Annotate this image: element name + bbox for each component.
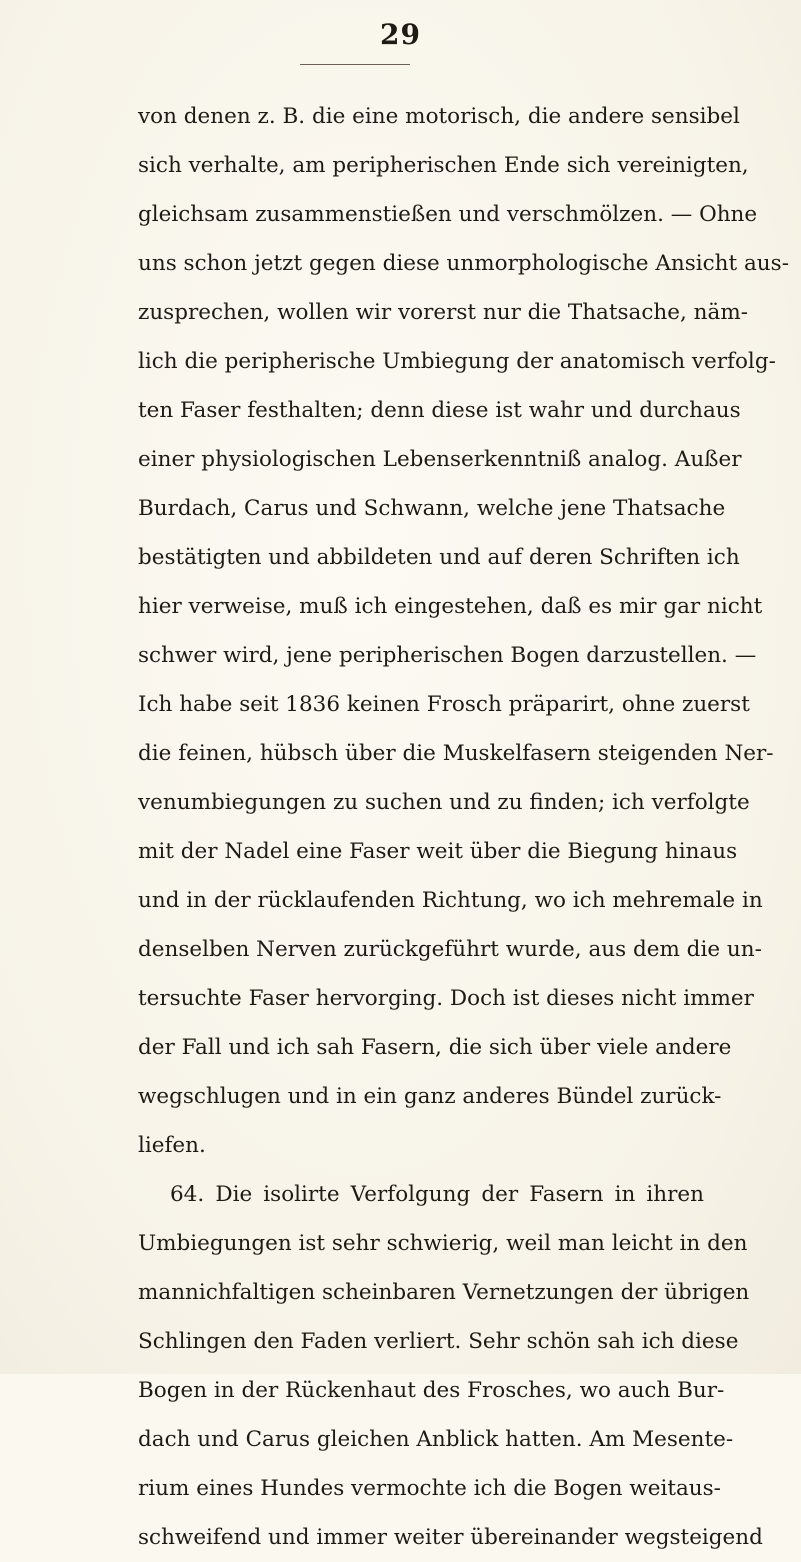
text-line: denselben Nerven zurückgeführt wurde, aus dem die un- <box>138 937 762 962</box>
text-line: Schlingen den Faden verliert. Sehr schön sah ich diese <box>138 1329 739 1354</box>
body-text <box>138 92 789 1562</box>
text-line: ten Faser festhalten; denn diese ist wahr und durchaus <box>138 398 741 423</box>
text-line: dach und Carus gleichen Anblick hatten. Am Mesente- <box>138 1427 734 1452</box>
text-line: uns schon jetzt gegen diese unmorphologische Ansicht aus- <box>138 251 789 276</box>
text-line: Umbiegungen ist sehr schwierig, weil man leicht in den <box>138 1231 748 1256</box>
text-line: von denen z. B. die eine motorisch, die andere sensibel <box>138 104 740 129</box>
text-line: tersuchte Faser hervorging. Doch ist dieses nicht immer <box>138 986 754 1011</box>
text-line: bestätigten und abbildeten und auf deren Schriften ich <box>138 545 740 570</box>
text-line: wegschlugen und in ein ganz anderes Bündel zurück- <box>138 1084 722 1109</box>
text-line: hier verweise, muß ich eingestehen, daß es mir gar nicht <box>138 594 763 619</box>
page-number: 29 <box>380 18 421 51</box>
text-line: liefen. <box>138 1133 206 1158</box>
section-start-line: 64. Die isolirte Verfolgung der Fasern in ihren <box>170 1182 704 1207</box>
text-line: lich die peripherische Umbiegung der anatomisch verfolg- <box>138 349 776 374</box>
text-line: gleichsam zusammenstießen und verschmölzen. — Ohne <box>138 202 758 227</box>
header-rule <box>300 64 410 65</box>
text-line: Burdach, Carus und Schwann, welche jene Thatsache <box>138 496 726 521</box>
text-line: mit der Nadel eine Faser weit über die Biegung hinaus <box>138 839 738 864</box>
text-line: Bogen in der Rückenhaut des Frosches, wo auch Bur- <box>138 1378 725 1403</box>
text-line: die feinen, hübsch über die Muskelfasern steigenden Ner- <box>138 741 774 766</box>
text-line: schwer wird, jene peripherischen Bogen darzustellen. — <box>138 643 757 668</box>
text-line: mannichfaltigen scheinbaren Vernetzungen der übrigen <box>138 1280 750 1305</box>
text-line: schweifend und immer weiter übereinander wegsteigend <box>138 1525 763 1550</box>
text-line: sich verhalte, am peripherischen Ende sich vereinigten, <box>138 153 749 178</box>
text-line: der Fall und ich sah Fasern, die sich über viele andere <box>138 1035 732 1060</box>
text-line: rium eines Hundes vermochte ich die Bogen weitaus- <box>138 1476 721 1501</box>
text-line: zusprechen, wollen wir vorerst nur die Thatsache, näm- <box>138 300 748 325</box>
text-line: Ich habe seit 1836 keinen Frosch präparirt, ohne zuerst <box>138 692 750 717</box>
text-line: und in der rücklaufenden Richtung, wo ich mehremale in <box>138 888 763 913</box>
text-line: einer physiologischen Lebenserkenntniß analog. Außer <box>138 447 742 472</box>
text-line: venumbiegungen zu suchen und zu finden; ich verfolgte <box>138 790 750 815</box>
